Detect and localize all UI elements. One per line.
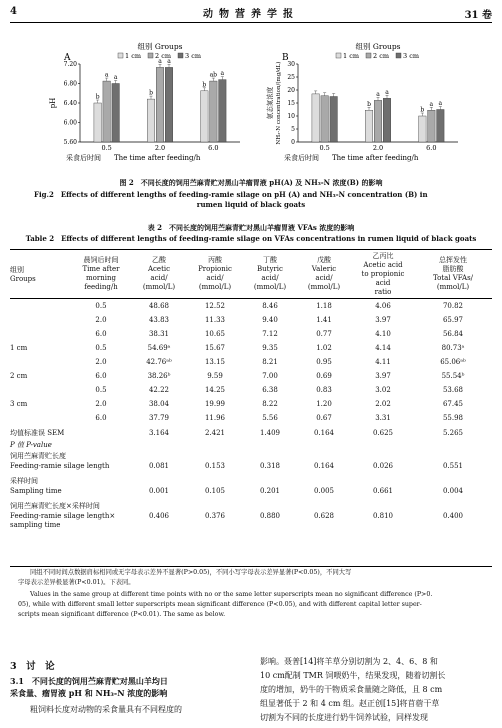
table-header-line: 戊酸 bbox=[317, 256, 331, 264]
table-header-line: 组别 bbox=[10, 266, 24, 274]
data-label: a bbox=[158, 57, 162, 65]
data-label: a bbox=[220, 70, 225, 78]
pvalue-row-label: 饲用苎麻青贮长度×采样时间 bbox=[10, 502, 100, 510]
bar bbox=[156, 67, 164, 142]
table-cell: 70.82 bbox=[442, 302, 464, 310]
table-header-line: morning bbox=[86, 274, 116, 282]
body-text-line: 影响。聂普[14]将羊草分别切割为 2、4、6、8 和 bbox=[260, 657, 438, 666]
table-cell: 14.25 bbox=[204, 386, 226, 394]
y-tick-label: 30 bbox=[287, 61, 295, 68]
sem-value: 0.164 bbox=[313, 429, 335, 437]
table-cell: 3.02 bbox=[375, 386, 391, 394]
bar bbox=[374, 100, 382, 142]
table-header-line: feeding/h bbox=[84, 283, 118, 291]
table-header-line: 丁酸 bbox=[263, 256, 277, 264]
table-cell: 2.02 bbox=[375, 400, 391, 408]
table-cell: 5.56 bbox=[262, 414, 278, 422]
table-header-line: (mmol/L) bbox=[253, 283, 287, 291]
bar bbox=[428, 110, 436, 142]
table-header-cell bbox=[10, 266, 70, 284]
table-header-line: Acetic acid bbox=[363, 261, 403, 269]
table-cell: 3.31 bbox=[375, 414, 391, 422]
table-cell: 2.0 bbox=[95, 400, 107, 408]
table-cell: 54.69ᵃ bbox=[147, 344, 171, 352]
pvalue-row-label: Feeding-ramie silage length× bbox=[10, 511, 116, 520]
table-cell: 0.5 bbox=[95, 302, 107, 310]
x-axis-label-cn: 采食后时间 bbox=[66, 154, 101, 162]
legend-label: 2 cm bbox=[373, 52, 390, 60]
table-header-cell bbox=[72, 256, 130, 292]
y-tick-label: 0 bbox=[291, 139, 295, 146]
table-cell: 38.26ᵇ bbox=[147, 372, 171, 380]
table-cell: 1 cm bbox=[10, 344, 28, 352]
table-header-line: Propionic bbox=[198, 265, 232, 273]
pvalue-value: 0.551 bbox=[442, 461, 464, 470]
table-note-en-3: scripts mean significant difference (P<0.01). The same as below. bbox=[18, 611, 226, 618]
pvalue-value: 0.661 bbox=[372, 486, 394, 495]
table-header bbox=[10, 254, 492, 298]
sem-label: 均值标准误 SEM bbox=[10, 429, 65, 437]
x-tick-label: 0.5 bbox=[319, 144, 330, 152]
table-note-en-2: 05), while with different small letter superscripts mean significant difference (P<0.05), and with different capital letter super- bbox=[18, 601, 422, 608]
table-cell: 8.46 bbox=[262, 302, 278, 310]
data-label: a bbox=[385, 88, 389, 96]
table-header-line: ratio bbox=[374, 288, 392, 296]
x-tick-label: 6.0 bbox=[426, 144, 437, 152]
data-label: b bbox=[202, 81, 207, 89]
bar bbox=[330, 97, 338, 143]
sem-value: 0.625 bbox=[372, 429, 394, 437]
table-title-cn: 表 2 不同长度的饲用苎麻青贮对黑山羊瘤胃液 VFAs 浓度的影响 bbox=[147, 223, 355, 232]
legend-swatch bbox=[178, 53, 183, 58]
bar bbox=[321, 96, 329, 142]
pvalue-value: 0.026 bbox=[372, 461, 394, 470]
table-header-rule bbox=[10, 298, 492, 299]
x-tick-label: 6.0 bbox=[208, 144, 219, 152]
table-cell: 1.02 bbox=[316, 344, 332, 352]
legend-swatch bbox=[366, 53, 371, 58]
table-header-line: (mmol/L) bbox=[198, 283, 232, 291]
data-label: a bbox=[376, 90, 380, 98]
data-label: a bbox=[167, 57, 171, 65]
table-cell: 65.06ᵃᵇ bbox=[440, 358, 466, 366]
pvalue-label: P 值 P-value bbox=[10, 441, 52, 449]
table-top-rule bbox=[10, 249, 492, 250]
table-header-line: Valeric bbox=[311, 265, 337, 273]
table-cell: 6.0 bbox=[95, 372, 107, 380]
table-cell: 10.65 bbox=[204, 330, 226, 338]
table-bottom-rule bbox=[10, 566, 492, 567]
table-cell: 38.31 bbox=[148, 330, 170, 338]
table-header-line: 丙酸 bbox=[208, 256, 222, 264]
y-tick-label: 5.60 bbox=[63, 139, 77, 146]
pvalue-value: 0.004 bbox=[442, 486, 464, 495]
sem-value: 2.421 bbox=[204, 429, 226, 437]
table-cell: 0.67 bbox=[316, 414, 332, 422]
panel-letter: B bbox=[282, 53, 289, 63]
table-cell: 67.45 bbox=[442, 400, 464, 408]
legend-label: 3 cm bbox=[185, 52, 202, 60]
pvalue-value: 0.105 bbox=[204, 486, 226, 495]
sem-value: 3.164 bbox=[148, 429, 170, 437]
pvalue-row-label: Feeding-ramie silage length bbox=[10, 461, 110, 470]
table-cell: 48.68 bbox=[148, 302, 170, 310]
bar bbox=[201, 91, 209, 142]
subsection-heading-2: 采食量、瘤胃液 pH 和 NH₃-N 浓度的影响 bbox=[10, 688, 168, 698]
table-header-cell bbox=[244, 256, 296, 292]
legend-label: 3 cm bbox=[403, 52, 420, 60]
legend-swatch bbox=[118, 53, 123, 58]
table-cell: 3.97 bbox=[375, 372, 391, 380]
table-cell: 11.33 bbox=[204, 316, 226, 324]
bar bbox=[103, 81, 111, 142]
table-cell: 11.96 bbox=[204, 414, 226, 422]
data-label: a bbox=[113, 74, 118, 81]
pvalue-value: 0.164 bbox=[313, 461, 335, 470]
table-cell: 6.38 bbox=[262, 386, 278, 394]
data-label: b bbox=[367, 100, 371, 108]
y-tick-label: 6.80 bbox=[63, 80, 77, 88]
x-tick-label: 2.0 bbox=[154, 144, 166, 152]
table-cell: 43.83 bbox=[148, 316, 170, 324]
table-cell: 0.5 bbox=[95, 386, 107, 394]
body-text-line: 切割为不同的长度进行奶牛饲养试验，同样发现 bbox=[260, 713, 428, 722]
bar bbox=[419, 116, 427, 142]
y-axis-label-en: NH₃-N concentration/(mg/dL) bbox=[276, 61, 282, 145]
table-cell: 4.11 bbox=[375, 358, 391, 366]
table-cell: 4.10 bbox=[375, 330, 391, 338]
table-header-line: Acetic bbox=[147, 265, 171, 273]
panel-letter: A bbox=[64, 53, 71, 63]
table-cell: 37.79 bbox=[148, 414, 170, 422]
x-tick-label: 0.5 bbox=[101, 144, 112, 152]
bar bbox=[437, 110, 445, 143]
table-cell: 8.21 bbox=[262, 358, 278, 366]
table-cell: 3.97 bbox=[375, 316, 391, 324]
figure-caption-en-2: rumen liquid of black goats bbox=[196, 200, 306, 209]
table-header-line: acid/ bbox=[315, 274, 333, 282]
data-label: a bbox=[104, 71, 109, 79]
volume-label: 31 卷 bbox=[464, 10, 492, 21]
pvalue-value: 0.880 bbox=[259, 511, 281, 520]
x-axis-label-en: The time after feeding/h bbox=[114, 154, 201, 162]
table-header-line: Butyric bbox=[257, 265, 283, 273]
data-label: b bbox=[95, 93, 100, 101]
bar bbox=[312, 94, 320, 142]
legend-swatch bbox=[396, 53, 401, 58]
table-header-line: 晨饲后时间 bbox=[83, 256, 119, 264]
table-header-cell bbox=[418, 256, 488, 292]
table-header-line: 乙酸 bbox=[152, 256, 166, 264]
table-cell: 3 cm bbox=[10, 400, 28, 408]
legend-label: 1 cm bbox=[125, 52, 142, 60]
table-title-en: Table 2 Effects of different lengths of feeding-ramie silage on VFAs concentrations in rumen liquid of black goats bbox=[25, 234, 477, 243]
table-cell: 6.0 bbox=[95, 414, 107, 422]
table-header-line: 脂肪酸 bbox=[442, 265, 464, 273]
table-cell: 12.52 bbox=[204, 302, 226, 310]
table-cell: 13.15 bbox=[204, 358, 226, 366]
pvalue-value: 0.081 bbox=[148, 461, 170, 470]
pvalue-value: 0.376 bbox=[204, 511, 226, 520]
table-header-line: Total VFAs/ bbox=[432, 274, 474, 282]
table-cell: 0.95 bbox=[316, 358, 332, 366]
table-cell: 55.54ᵇ bbox=[441, 372, 465, 380]
y-tick-label: 20 bbox=[287, 87, 295, 94]
table-cell: 42.76ᵃᵇ bbox=[146, 358, 172, 366]
table-header-cell bbox=[188, 256, 242, 292]
header-rule bbox=[10, 22, 492, 23]
table-note-en-1: Values in the same group at different time points with no or the same letter superscripts mean no significant difference (P>0. bbox=[30, 591, 433, 598]
table-header-cell bbox=[352, 252, 414, 297]
subsection-heading-1: 3.1 不同长度的饲用苎麻青贮对黑山羊均日 bbox=[10, 676, 168, 686]
pvalue-value: 0.005 bbox=[313, 486, 335, 495]
table-header-line: 总挥发性 bbox=[439, 256, 467, 264]
data-label: a bbox=[429, 100, 434, 108]
body-text-line: 组显著低于 2 和 4 cm 组。赵正创[15]将苜蓿干草 bbox=[260, 699, 440, 708]
pvalue-value: 0.628 bbox=[313, 511, 335, 520]
bar bbox=[219, 80, 227, 142]
section-heading: 3 讨 论 bbox=[10, 661, 55, 672]
table-header-line: acid/ bbox=[150, 274, 168, 282]
table-header-line: 乙丙比 bbox=[372, 252, 394, 260]
table-cell: 4.14 bbox=[375, 344, 391, 352]
pvalue-value: 0.810 bbox=[372, 511, 394, 520]
table-cell: 1.20 bbox=[316, 400, 332, 408]
table-header-line: Groups bbox=[10, 275, 36, 283]
pvalue-value: 0.406 bbox=[148, 511, 170, 520]
table-header-line: acid/ bbox=[206, 274, 224, 282]
pvalue-row-label: 饲用苎麻青贮长度 bbox=[10, 452, 66, 460]
legend-swatch bbox=[148, 53, 153, 58]
table-cell: 1.41 bbox=[316, 316, 332, 324]
pvalue-value: 0.201 bbox=[259, 486, 281, 495]
sem-value: 1.409 bbox=[259, 429, 281, 437]
table-cell: 9.40 bbox=[262, 316, 278, 324]
bar bbox=[112, 84, 120, 143]
table-cell: 0.77 bbox=[316, 330, 332, 338]
bar bbox=[365, 110, 373, 142]
table-note-cn-1: 同组不同时间点数据肩标相同或无字母表示差异不显著(P>0.05)，不同小写字母表示差异显著(P<0.05)，不同大写 bbox=[30, 569, 352, 576]
y-axis-label-cn: 氨态氮浓度 bbox=[266, 86, 274, 120]
data-label: b bbox=[149, 89, 153, 97]
body-text-left: 粗饲料长度对动物的采食量具有不同程度的 bbox=[30, 705, 182, 714]
table-cell: 80.73ᵃ bbox=[441, 344, 465, 352]
x-tick-label: 2.0 bbox=[372, 144, 384, 152]
table-cell: 65.97 bbox=[442, 316, 464, 324]
body-text-line: 度的增加，奶牛的干物质采食量随之降低，且 8 cm bbox=[260, 685, 443, 694]
pvalue-value: 0.153 bbox=[204, 461, 226, 470]
table-cell: 42.22 bbox=[148, 386, 170, 394]
data-label: ab bbox=[209, 71, 218, 79]
x-axis-label-en: The time after feeding/h bbox=[332, 154, 419, 162]
table-header-line: Time after bbox=[82, 265, 120, 273]
table-cell: 19.99 bbox=[204, 400, 226, 408]
chart-panel-a bbox=[40, 40, 250, 170]
y-tick-label: 25 bbox=[287, 74, 295, 81]
bar bbox=[210, 81, 218, 142]
y-tick-label: 10 bbox=[287, 113, 295, 120]
table-cell: 7.00 bbox=[262, 372, 278, 380]
figure-caption-en-1: Fig.2 Effects of different lengths of feeding-ramie silage on pH (A) and NH₃-N concentration (B) in bbox=[34, 190, 428, 199]
table-header-line: to propionic bbox=[361, 270, 405, 278]
table-cell: 53.68 bbox=[442, 386, 464, 394]
table-header-cell bbox=[132, 256, 186, 292]
table-header-line: (mmol/L) bbox=[436, 283, 470, 291]
table-note-cn-2: 字母表示差异极显著(P<0.01)。下表同。 bbox=[18, 579, 135, 586]
table-cell: 55.98 bbox=[442, 414, 464, 422]
table-cell: 38.04 bbox=[148, 400, 170, 408]
bar bbox=[94, 103, 102, 142]
y-tick-label: 15 bbox=[287, 100, 295, 107]
pvalue-row-label: sampling time bbox=[10, 521, 61, 529]
legend-title: 组别 Groups bbox=[355, 42, 401, 51]
chart-panel-b bbox=[250, 40, 480, 170]
pvalue-value: 0.400 bbox=[442, 511, 464, 520]
pvalue-value: 0.001 bbox=[148, 486, 170, 495]
y-tick-label: 7.20 bbox=[63, 61, 77, 68]
table-cell: 4.06 bbox=[375, 302, 391, 310]
table-cell: 1.18 bbox=[316, 302, 332, 310]
page-number: 4 bbox=[10, 6, 17, 17]
journal-name: 动物营养学报 bbox=[203, 9, 299, 20]
running-header bbox=[10, 4, 492, 20]
table-header-cell bbox=[298, 256, 350, 292]
y-tick-label: 6.00 bbox=[63, 119, 77, 127]
y-tick-label: 5 bbox=[291, 126, 295, 133]
pvalue-row-label: Sampling time bbox=[10, 486, 62, 495]
table-cell: 2 cm bbox=[10, 372, 28, 380]
legend-label: 2 cm bbox=[155, 52, 172, 60]
table-cell: 9.59 bbox=[207, 372, 223, 380]
pvalue-row-label: 采样时间 bbox=[10, 477, 38, 485]
table-header-line: (mmol/L) bbox=[307, 283, 341, 291]
data-label: a bbox=[438, 100, 443, 107]
table-cell: 0.83 bbox=[316, 386, 332, 394]
table-cell: 6.0 bbox=[95, 330, 107, 338]
table-header-line: acid/ bbox=[261, 274, 279, 282]
bar bbox=[147, 99, 155, 142]
legend-title: 组别 Groups bbox=[137, 42, 183, 51]
legend-label: 1 cm bbox=[343, 52, 360, 60]
pvalue-value: 0.318 bbox=[259, 461, 281, 470]
table-cell: 2.0 bbox=[95, 358, 107, 366]
table-header-line: acid bbox=[375, 279, 391, 287]
y-axis-label: pH bbox=[49, 97, 57, 109]
table-cell: 9.35 bbox=[262, 344, 278, 352]
table-cell: 56.84 bbox=[442, 330, 464, 338]
bar bbox=[383, 98, 391, 142]
y-tick-label: 6.40 bbox=[63, 100, 77, 107]
legend-swatch bbox=[336, 53, 341, 58]
table-cell: 7.12 bbox=[262, 330, 278, 338]
body-text-line: 10 cm配制 TMR 饲喂奶牛，结果发现，随着切割长 bbox=[260, 671, 446, 680]
table-cell: 2.0 bbox=[95, 316, 107, 324]
x-axis-label-cn: 采食后时间 bbox=[284, 154, 319, 162]
sem-value: 5.265 bbox=[442, 429, 464, 437]
data-label: b bbox=[420, 106, 425, 114]
table-cell: 8.22 bbox=[262, 400, 278, 408]
figure-caption-cn: 图 2 不同长度的饲用苎麻青贮对黑山羊瘤胃液 pH(A) 及 NH₃-N 浓度(B) 的影响 bbox=[119, 178, 383, 187]
table-cell: 0.5 bbox=[95, 344, 107, 352]
table-cell: 0.69 bbox=[316, 372, 332, 380]
bar bbox=[165, 67, 173, 142]
table-cell: 15.67 bbox=[204, 344, 226, 352]
table-header-line: (mmol/L) bbox=[142, 283, 176, 291]
